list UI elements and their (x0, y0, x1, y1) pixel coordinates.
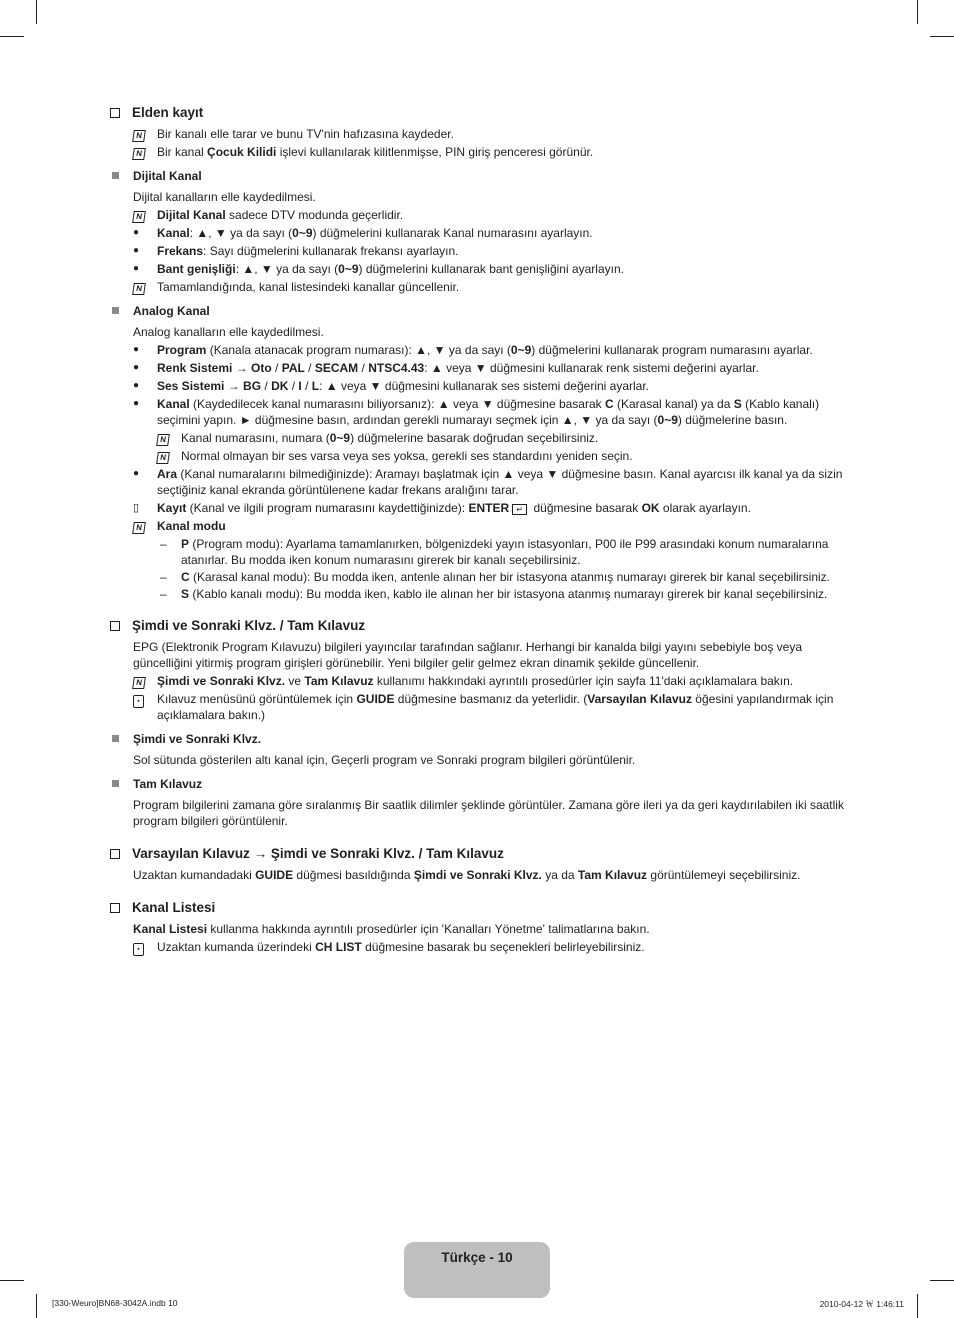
checkbox-bullet-icon (110, 621, 120, 631)
square-bullet-icon (112, 780, 119, 787)
note: N Tamamlandığında, kanal listesindeki kanallar güncellenir. (110, 279, 850, 295)
square-bullet-icon (112, 735, 119, 742)
note-icon: N (132, 211, 146, 223)
print-timestamp: 2010-04-12 ￦ 1:46:11 (819, 1299, 904, 1309)
list-item: ● Ses Sistemi → BG / DK / I / L: ▲ veya ▼ düğmesini kullanarak ses sistemi değerini ayarlar. (133, 379, 650, 393)
note-icon: N (132, 130, 146, 142)
checkbox-bullet-icon (110, 849, 120, 859)
subsection-heading: Dijital Kanal (110, 168, 850, 184)
remote-control-icon: ▪ (133, 943, 144, 956)
square-bullet-icon (112, 307, 119, 314)
crop-mark (36, 1294, 37, 1318)
dash-item: – P (Program modu): Ayarlama tamamlanırken, bölgenizdeki yayın istasyonları, P00 ile P99 arasındaki konum numaralarına atanırlar. Bu modda iken konum numarasını girerek bir kanalı seçebilirsiniz. (160, 537, 829, 567)
enter-icon: ↵ (512, 504, 527, 515)
save-marker-icon: ▯ (133, 502, 140, 514)
crop-mark (0, 36, 24, 37)
section-heading: Varsayılan Kılavuz → Şimdi ve Sonraki Klvz. / Tam Kılavuz (110, 845, 850, 863)
bullet-icon: ● (133, 227, 140, 238)
note-icon: N (156, 452, 170, 464)
note-icon: N (156, 434, 170, 446)
file-info: [330-Weuro]BN68-3042A.indb 10 (52, 1298, 178, 1308)
bullet-icon: ● (133, 263, 140, 274)
note: ▪ Kılavuz menüsünü görüntülemek için GUIDE düğmesine basmanız da yeterlidir. (Varsayılan Kılavuz öğesini yapılandırmak için açıklamalara bakın.) (110, 691, 850, 723)
note: N Bir kanalı elle tarar ve bunu TV'nin hafızasına kaydeder. (110, 126, 850, 142)
subsection-heading: Analog Kanal (110, 303, 850, 319)
note: N Normal olmayan bir ses varsa veya ses yoksa, gerekli ses standardını yeniden seçin. (110, 448, 850, 464)
subsection-heading: Şimdi ve Sonraki Klvz. (110, 731, 850, 747)
note-icon: N (132, 677, 146, 689)
list-item: ● Renk Sistemi → Oto / PAL / SECAM / NTSC4.43: ▲ veya ▼ düğmesini kullanarak renk sistemi değerini ayarlar. (133, 361, 759, 375)
crop-mark (917, 1294, 918, 1318)
checkbox-bullet-icon (110, 903, 120, 913)
note: N Dijital Kanal sadece DTV modunda geçerlidir. (110, 207, 850, 223)
list-item: ● Kanal (Kaydedilecek kanal numarasını biliyorsanız): ▲ veya ▼ düğmesine basarak C (Karasal kanal) ya da S (Kablo kanalı) seçimini yapın. ► düğmesine basın, ardından gerekli numarayı seçmek için ▲, ▼ ya da sayı (0~9) düğmelerine basın. (133, 397, 820, 427)
section-heading: Elden kayıt (110, 104, 850, 122)
paragraph: Sol sütunda gösterilen altı kanal için, Geçerli program ve Sonraki program bilgileri görüntülenir. (133, 753, 636, 767)
page-number: Türkçe - 10 (441, 1250, 513, 1265)
subsection-heading: Tam Kılavuz (110, 776, 850, 792)
bullet-icon: ● (133, 344, 140, 355)
remote-control-icon: ▪ (133, 695, 144, 708)
note-icon: N (132, 148, 146, 160)
note: N Kanal modu (110, 518, 850, 534)
paragraph: Uzaktan kumandadaki GUIDE düğmesi basıldığında Şimdi ve Sonraki Klvz. ya da Tam Kılavuz görüntülemeyi seçebilirsiniz. (133, 868, 801, 882)
list-item: ● Ara (Kanal numaralarını bilmediğinizde): Aramayı başlatmak için ▲ veya ▼ düğmesine basın. Kanal ayarcısı ilk kanal ya da sizin seçtiğiniz kanal ekranda görüntülenene kadar frekans aralığını tarar. (133, 467, 843, 497)
list-item: ● Program (Kanala atanacak program numarası): ▲, ▼ ya da sayı (0~9) düğmelerini kullanarak program numarasını ayarlar. (133, 343, 813, 357)
crop-mark (930, 1280, 954, 1281)
paragraph: Analog kanalların elle kaydedilmesi. (133, 325, 324, 339)
note-icon: N (132, 522, 146, 534)
paragraph: Kanal Listesi kullanma hakkında ayrıntılı prosedürler için 'Kanalları Yönetme' talimatlarına bakın. (133, 922, 650, 936)
list-item: ● Frekans: Sayı düğmelerini kullanarak frekansı ayarlayın. (133, 244, 459, 258)
checkbox-bullet-icon (110, 108, 120, 118)
bullet-icon: ● (133, 380, 140, 391)
page-content (110, 104, 850, 957)
paragraph: Dijital kanalların elle kaydedilmesi. (133, 190, 316, 204)
list-item: ● Bant genişliği: ▲, ▼ ya da sayı (0~9) düğmelerini kullanarak bant genişliğini ayarlayın. (133, 262, 624, 276)
bullet-icon: ● (133, 362, 140, 373)
list-item: ▯ Kayıt (Kanal ve ilgili program numarasını kaydettiğinizde): ENTER ↵ düğmesine basarak OK olarak ayarlayın. (133, 501, 751, 515)
note: ▪ Uzaktan kumanda üzerindeki CH LIST düğmesine basarak bu seçenekleri belirleyebilirsiniz. (110, 939, 850, 955)
paragraph: EPG (Elektronik Program Kılavuzu) bilgileri yayıncılar tarafından sağlanır. Herhangi bir kanalda bilgi yayını sebebiyle boş veya güncelliğini yitirmiş program girişleri görünebilir. Yeni bilgiler gelir gelmez ekran dinamik şekilde güncellenir. (133, 640, 802, 670)
note: N Şimdi ve Sonraki Klvz. ve Tam Kılavuz kullanımı hakkındaki ayrıntılı prosedürler için sayfa 11'daki açıklamalara bakın. (110, 673, 850, 689)
section-heading: Kanal Listesi (110, 899, 850, 917)
list-item: ● Kanal: ▲, ▼ ya da sayı (0~9) düğmelerini kullanarak Kanal numarasını ayarlayın. (133, 226, 593, 240)
bullet-icon: ● (133, 245, 140, 256)
crop-mark (917, 0, 918, 24)
bullet-icon: ● (133, 398, 140, 409)
note: N Kanal numarasını, numara (0~9) düğmelerine basarak doğrudan seçebilirsiniz. (110, 430, 850, 446)
square-bullet-icon (112, 172, 119, 179)
crop-mark (36, 0, 37, 24)
crop-mark (0, 1280, 24, 1281)
bullet-icon: ● (133, 468, 140, 479)
paragraph: Program bilgilerini zamana göre sıralanmış Bir saatlik dilimler şeklinde görüntüler. Zamana göre ileri ya da geri kaydırılabilen iki saatlik program bilgileri görüntülenir. (133, 798, 844, 828)
dash-item: – S (Kablo kanalı modu): Bu modda iken, kablo ile alınan her bir istasyona atanmış numarayı girerek bir kanal seçebilirsiniz. (160, 587, 828, 601)
dash-item: – C (Karasal kanal modu): Bu modda iken, antenle alınan her bir istasyona atanmış numarayı girerek bir kanal seçebilirsiniz. (160, 570, 830, 584)
note-icon: N (132, 283, 146, 295)
section-heading: Şimdi ve Sonraki Klvz. / Tam Kılavuz (110, 617, 850, 635)
crop-mark (930, 36, 954, 37)
note: N Bir kanal Çocuk Kilidi işlevi kullanılarak kilitlenmişse, PIN giriş penceresi görünür. (110, 144, 850, 160)
